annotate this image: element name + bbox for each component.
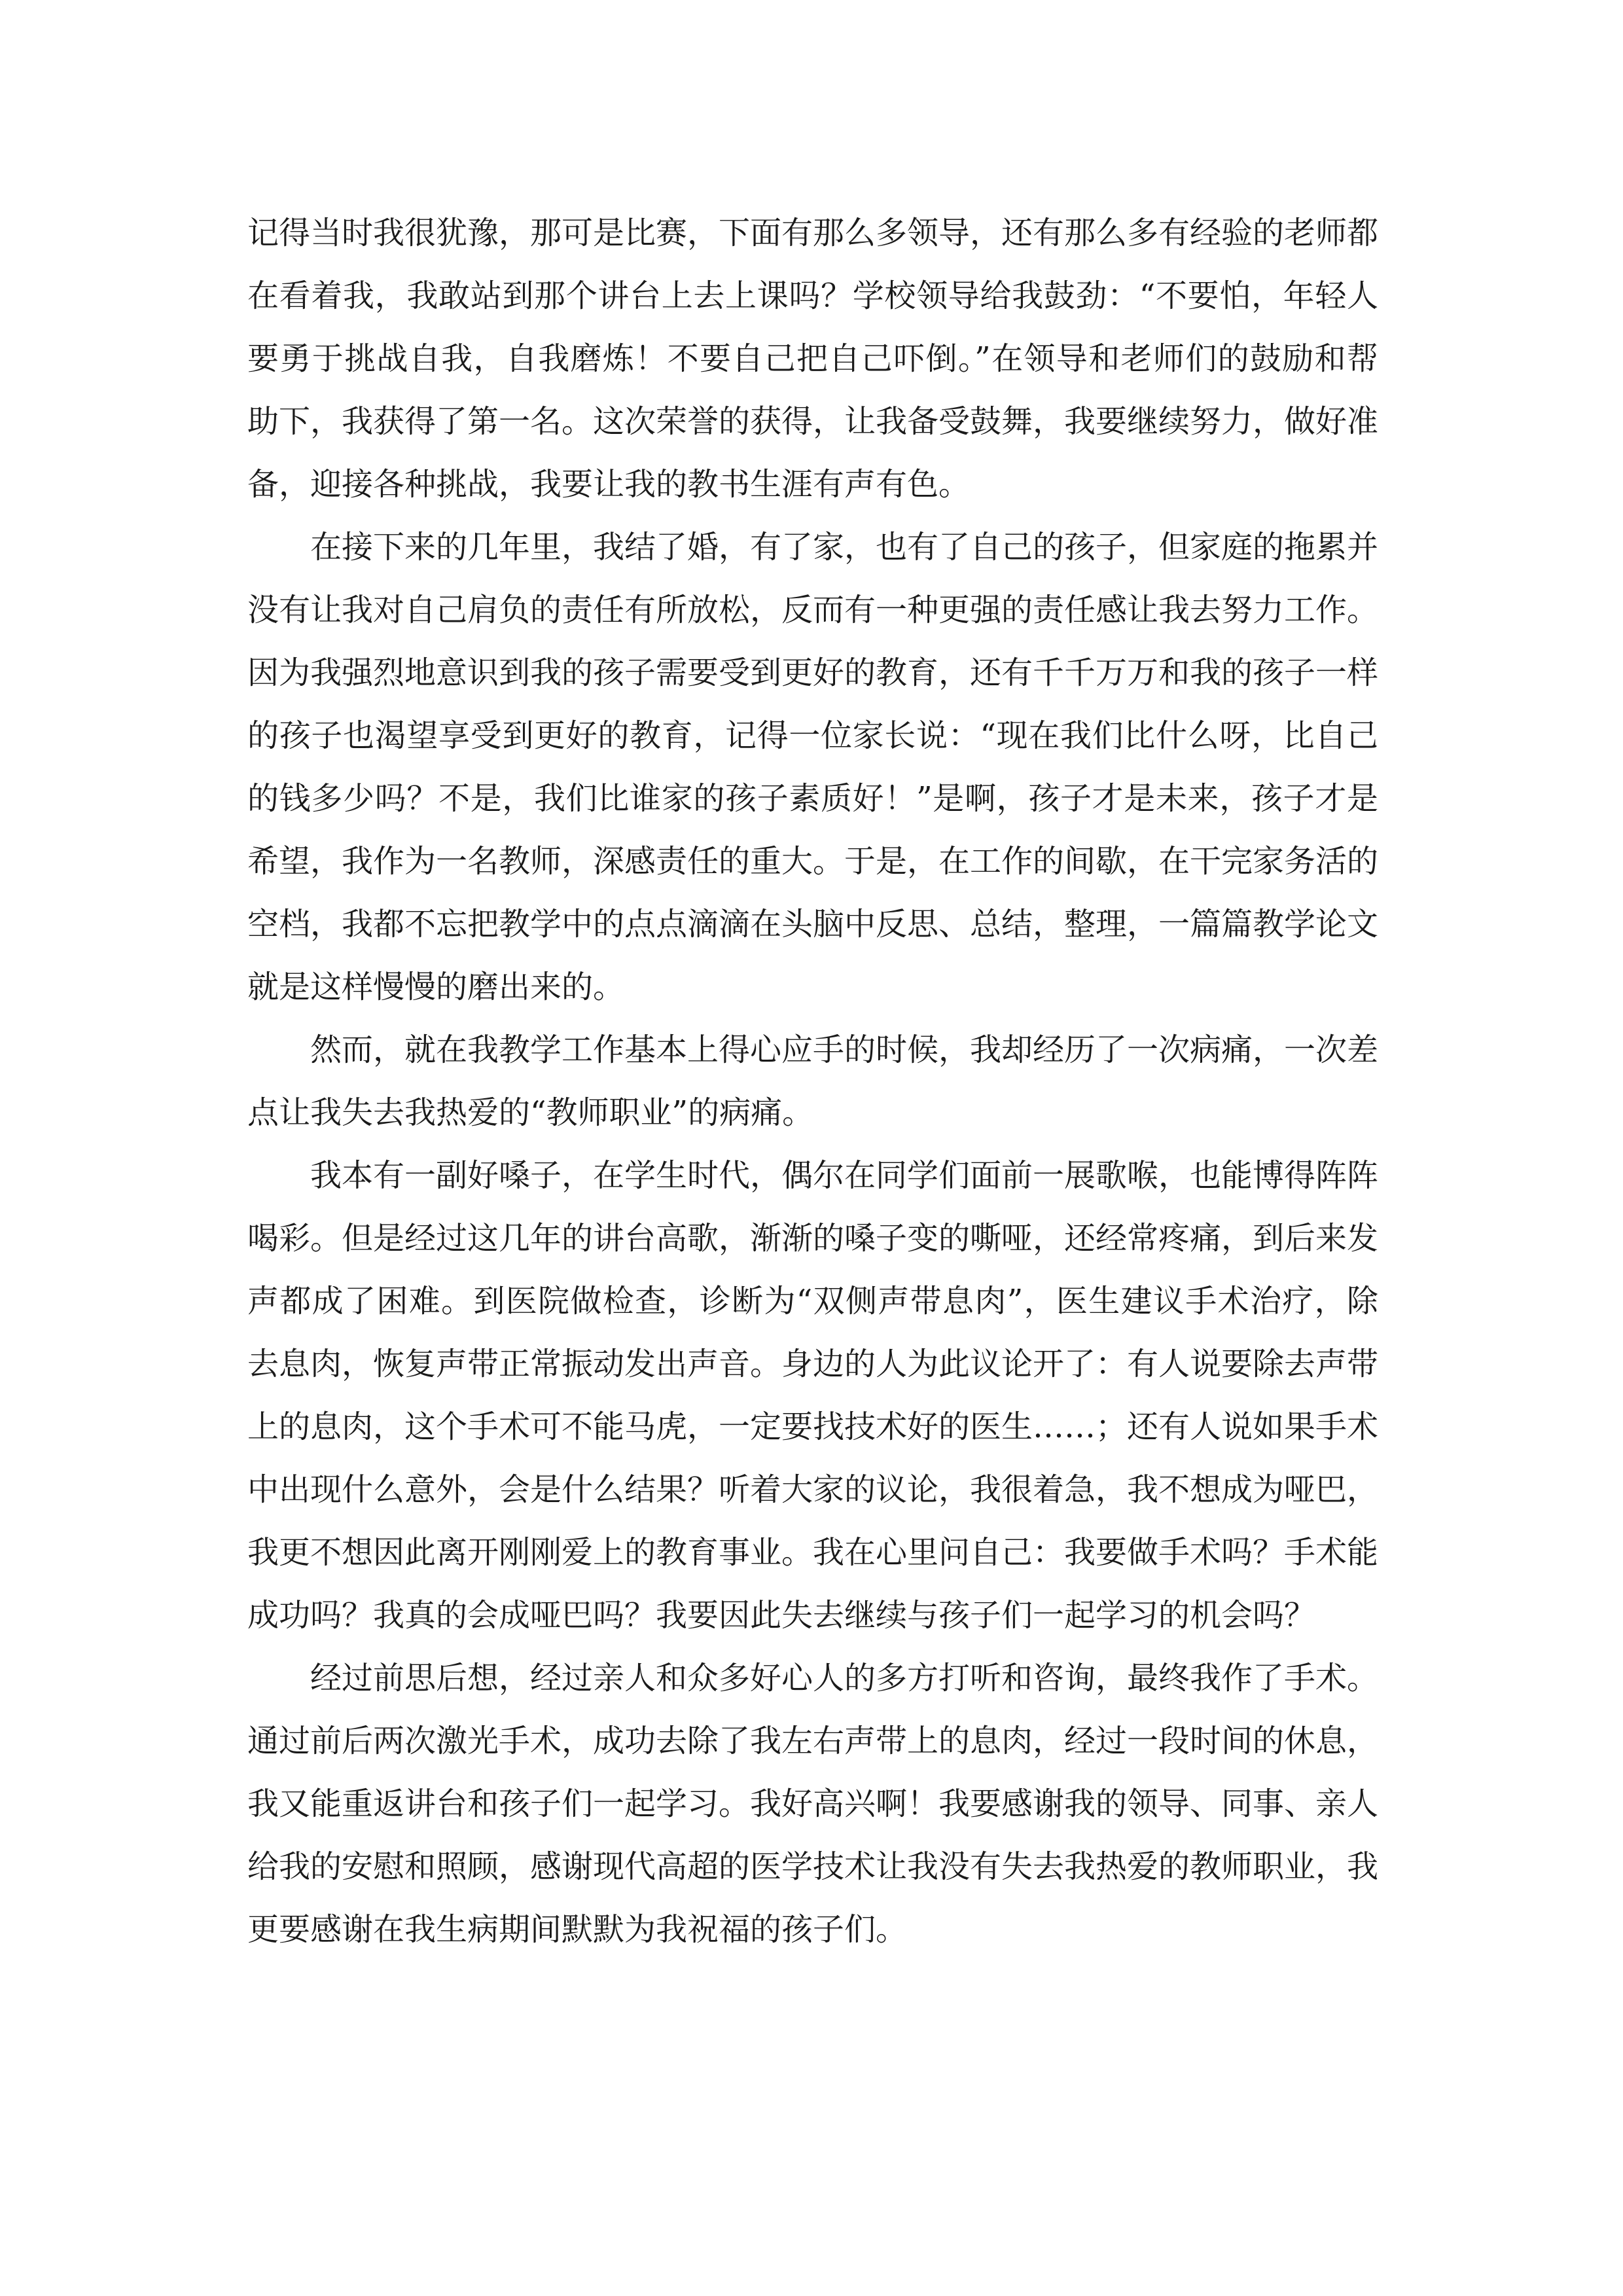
body-text [247, 202, 1378, 1961]
paragraph-4: 我本有一副好嗓子，在学生时代，偶尔在同学们面前一展歌喉，也能博得阵阵喝彩。但是经过这几年的讲台高歌，渐渐的嗓子变的嘶哑，还经常疼痛，到后来发声都成了困难。到医院做检查，诊断为“双侧声带息肉”，医生建议手术治疗，除去息肉，恢复声带正常振动发出声音。身边的人为此议论开了：有人说要除去声带上的息肉，这个手术可不能马虎，一定要找技术好的医生……；还有人说如果手术中出现什么意外，会是什么结果？听着大家的议论，我很着急，我不想成为哑巴，我更不想因此离开刚刚爱上的教育事业。我在心里问自己：我要做手术吗？手术能成功吗？我真的会成哑巴吗？我要因此失去继续与孩子们一起学习的机会吗？ [247, 1157, 1379, 1634]
paragraph-3: 然而，就在我教学工作基本上得心应手的时候，我却经历了一次病痛，一次差点让我失去我热爱的“教师职业”的病痛。 [247, 1031, 1379, 1131]
paragraph-2: 在接下来的几年里，我结了婚，有了家，也有了自己的孩子，但家庭的拖累并没有让我对自己肩负的责任有所放松，反而有一种更强的责任感让我去努力工作。因为我强烈地意识到我的孩子需要受到更好的教育，还有千千万万和我的孩子一样的孩子也渴望享受到更好的教育，记得一位家长说：“现在我们比什么呀，比自己的钱多少吗？不是，我们比谁家的孩子素质好！”是啊，孩子才是未来，孩子才是希望，我作为一名教师，深感责任的重大。于是，在工作的间歇，在干完家务活的空档，我都不忘把教学中的点点滴滴在头脑中反思、总结，整理，一篇篇教学论文就是这样慢慢的磨出来的。 [247, 529, 1379, 1005]
paragraph-1: 记得当时我很犹豫，那可是比赛，下面有那么多领导，还有那么多有经验的老师都在看着我，我敢站到那个讲台上去上课吗？学校领导给我鼓劲：“不要怕，年轻人要勇于挑战自我，自我磨炼！不要自己把自己吓倒。”在领导和老师们的鼓励和帮助下，我获得了第一名。这次荣誉的获得，让我备受鼓舞，我要继续努力，做好准备，迎接各种挑战，我要让我的教书生涯有声有色。 [247, 215, 1379, 503]
paragraph-5: 经过前思后想，经过亲人和众多好心人的多方打听和咨询，最终我作了手术。通过前后两次激光手术，成功去除了我左右声带上的息肉，经过一段时间的休息，我又能重返讲台和孩子们一起学习。我好高兴啊！我要感谢我的领导、同事、亲人给我的安慰和照顾，感谢现代高超的医学技术让我没有失去我热爱的教师职业，我更要感谢在我生病期间默默为我祝福的孩子们。 [247, 1660, 1379, 1948]
